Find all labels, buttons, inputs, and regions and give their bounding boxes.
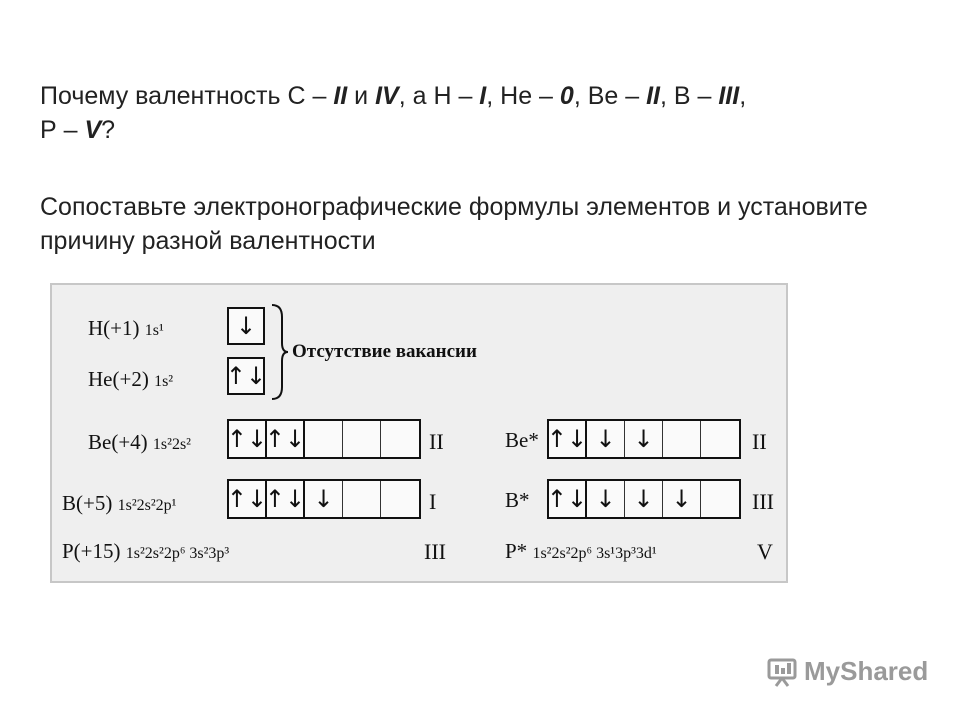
- h-label: H(+1) 1s¹: [88, 316, 164, 340]
- orbital-cell: ↓: [663, 481, 701, 517]
- be-star-label: Be*: [505, 428, 539, 452]
- orbital-cell: [381, 421, 419, 457]
- he-orbital: ↑↓: [227, 357, 265, 395]
- orbital-cell: [343, 421, 381, 457]
- b-valence: I: [429, 489, 437, 514]
- orbital-cell: ↑↓: [549, 421, 587, 457]
- electron-config-figure: [50, 283, 788, 583]
- orbital-cell: ↑↓: [229, 421, 267, 457]
- orbital-cell: [663, 421, 701, 457]
- p-valence: III: [424, 539, 446, 564]
- orbital-cell: [701, 481, 739, 517]
- question-text: Почему валентность С – II и IV, а Н – I, Не – 0, Ве – II, В – III, Р – V?: [40, 82, 747, 144]
- p-star-label: P* 1s²2s²2p⁶ 3s¹3p³3d¹: [505, 539, 657, 563]
- brace-icon: [270, 303, 290, 401]
- orbital-cell: ↓: [305, 481, 343, 517]
- b-star-label: B*: [505, 488, 530, 512]
- be-orbitals: [227, 419, 421, 459]
- p-label: P(+15) 1s²2s²2p⁶ 3s²3p³: [62, 539, 230, 563]
- b-orbitals: [227, 479, 421, 519]
- instruction-text: Сопоставьте электронографические формулы элементов и установите причину разной валентности: [40, 193, 868, 255]
- watermark-text: MyShared: [804, 656, 929, 686]
- be-star-valence: II: [752, 429, 767, 454]
- h-orbital: ↓: [227, 307, 265, 345]
- presentation-board-icon: [766, 657, 798, 687]
- orbital-cell: ↓: [587, 481, 625, 517]
- p-star-valence: V: [757, 539, 773, 564]
- orbital-cell: ↓: [625, 421, 663, 457]
- orbital-cell: [343, 481, 381, 517]
- be-valence: II: [429, 429, 444, 454]
- myshared-logo: [766, 656, 928, 687]
- orbital-cell: ↑↓: [267, 481, 305, 517]
- b-star-valence: III: [752, 489, 774, 514]
- be-label: Be(+4) 1s²2s²: [88, 430, 191, 454]
- orbital-cell: ↓: [625, 481, 663, 517]
- orbital-cell: [381, 481, 419, 517]
- no-vacancy-label: Отсутствие вакансии: [292, 341, 477, 362]
- orbital-cell: ↓: [587, 421, 625, 457]
- he-label: He(+2) 1s²: [88, 367, 174, 391]
- orbital-cell: ↑↓: [549, 481, 587, 517]
- orbital-cell: ↑↓: [229, 481, 267, 517]
- b-star-orbitals: [547, 479, 741, 519]
- be-star-orbitals: [547, 419, 741, 459]
- b-label: B(+5) 1s²2s²2p¹: [62, 491, 177, 515]
- orbital-cell: [305, 421, 343, 457]
- orbital-cell: ↑↓: [267, 421, 305, 457]
- orbital-cell: [701, 421, 739, 457]
